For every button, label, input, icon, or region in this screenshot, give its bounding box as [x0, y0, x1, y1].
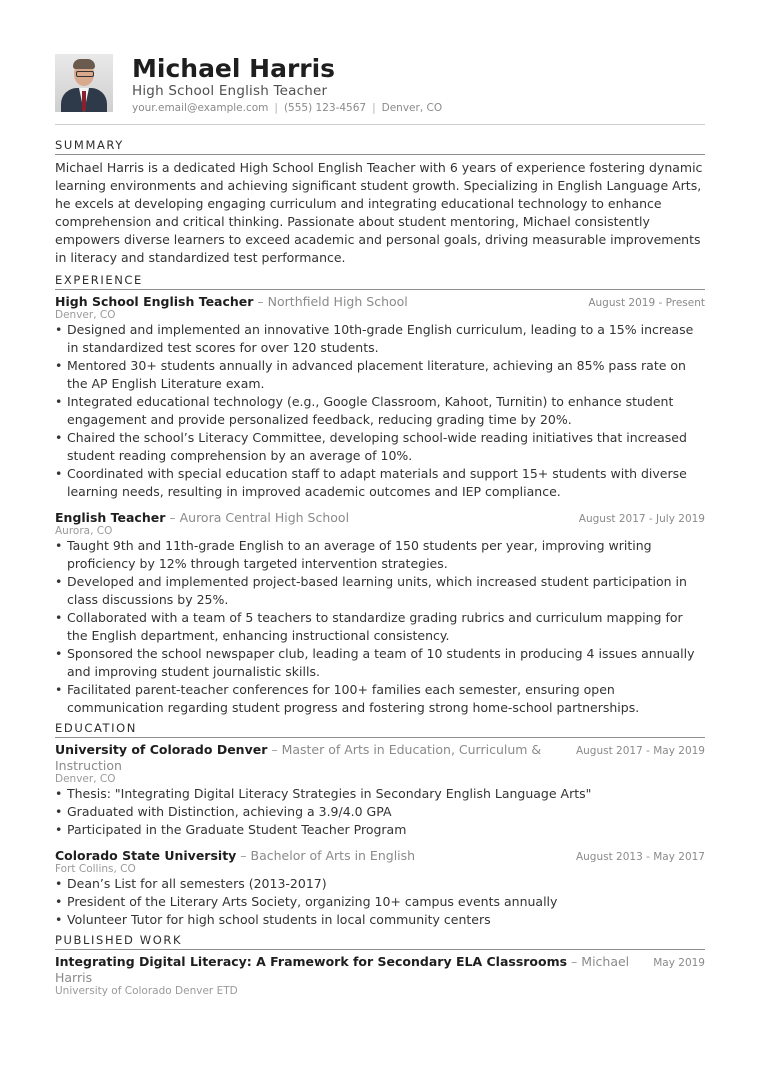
school-org: Master of Arts in Education, Curriculum & Instruction	[55, 742, 542, 773]
bullet-item: • President of the Literary Arts Society, organizing 10+ campus events annually	[55, 893, 705, 911]
school-title: Colorado State University	[55, 848, 237, 863]
job-location: Denver, CO	[55, 309, 116, 321]
candidate-role: High School English Teacher	[132, 83, 328, 99]
school-date: August 2013 - May 2017	[575, 851, 705, 863]
bullet-item: • Mentored 30+ students annually in advanced placement literature, achieving an 85% pass rate on the AP English Literature exam.	[55, 357, 705, 393]
contact-location: Denver, CO	[381, 102, 443, 114]
school-org: Bachelor of Arts in English	[250, 848, 416, 863]
school-location: Denver, CO	[55, 773, 116, 785]
experience-list	[55, 294, 705, 721]
bullet-item: • Graduated with Distinction, achieving a 3.9/4.0 GPA	[55, 803, 705, 821]
section-title-education: EDUCATION	[55, 721, 705, 738]
bullet-item: • Volunteer Tutor for high school students in local community centers	[55, 911, 705, 929]
job-entry	[55, 510, 705, 717]
entry-gap	[55, 501, 705, 507]
contact-separator: |	[372, 102, 376, 114]
job-title: High School English Teacher	[55, 294, 254, 309]
publication-location: University of Colorado Denver ETD	[55, 985, 238, 997]
school-entry-header	[55, 742, 705, 774]
job-bullets	[55, 321, 705, 501]
title-dash: –	[567, 954, 582, 969]
job-entry-header	[55, 510, 705, 526]
bullet-item: • Facilitated parent-teacher conferences for 100+ families each semester, ensuring open communication regarding student progress and fostering strong home-school partnerships.	[55, 681, 705, 717]
job-date: August 2017 - July 2019	[578, 513, 705, 525]
publication-title: Integrating Digital Literacy: A Framework for Secondary ELA Classrooms	[55, 954, 568, 969]
header-info	[132, 54, 442, 114]
job-title: English Teacher	[55, 510, 166, 525]
publication-org: Michael Harris	[55, 954, 630, 985]
job-org: Aurora Central High School	[179, 510, 350, 525]
title-dash: –	[267, 742, 282, 757]
job-org: Northfield High School	[267, 294, 408, 309]
section-title-summary: SUMMARY	[55, 138, 705, 155]
published-list	[55, 954, 705, 1001]
job-entry-header	[55, 294, 705, 310]
school-entry-header	[55, 848, 705, 864]
bullet-item: • Collaborated with a team of 5 teachers to standardize grading rubrics and curriculum mapping for the English department, enhancing instructional consistency.	[55, 609, 705, 645]
job-entry-heading	[55, 510, 349, 526]
contact-email[interactable]: your.email@example.com	[132, 102, 269, 114]
job-entry	[55, 294, 705, 501]
profile-photo	[55, 54, 113, 112]
bullet-item: • Dean’s List for all semesters (2013-2017)	[55, 875, 705, 893]
job-entry-heading	[55, 294, 408, 310]
school-entry	[55, 848, 705, 929]
section-gap	[55, 997, 705, 1001]
title-dash: –	[236, 848, 251, 863]
job-date: August 2019 - Present	[588, 297, 705, 309]
publication-entry	[55, 954, 705, 997]
school-entry	[55, 742, 705, 839]
bullet-item: • Sponsored the school newspaper club, leading a team of 10 students in producing 4 issues annually and improving student journalistic skills.	[55, 645, 705, 681]
school-location: Fort Collins, CO	[55, 863, 136, 875]
school-bullets	[55, 875, 705, 929]
entry-gap	[55, 839, 705, 845]
bullet-item: • Thesis: "Integrating Digital Literacy Strategies in Secondary English Language Arts"	[55, 785, 705, 803]
header-divider	[55, 124, 705, 125]
bullet-item: • Developed and implemented project-based learning units, which increased student participation in class discussions by 25%.	[55, 573, 705, 609]
bullet-item: • Chaired the school’s Literacy Committee, developing school-wide reading initiatives that increased student reading comprehension by an average of 10%.	[55, 429, 705, 465]
school-date: August 2017 - May 2019	[575, 745, 705, 757]
bullet-item: • Taught 9th and 11th-grade English to an average of 150 students per year, improving writing proficiency by 12% through targeted intervention strategies.	[55, 537, 705, 573]
publication-date: May 2019	[653, 957, 705, 969]
school-entry-heading	[55, 848, 415, 864]
resume-header	[55, 54, 442, 114]
school-entry-heading	[55, 742, 576, 774]
resume-content	[55, 138, 705, 1001]
candidate-name: Michael Harris	[132, 54, 336, 83]
contact-line	[132, 102, 442, 115]
summary-text: Michael Harris is a dedicated High School English Teacher with 6 years of experience fostering dynamic learning environments and achieving significant student growth. Specializing in English Language Arts, he excels at developing engaging curriculum and integrating educational technology to enhance comprehension and critical thinking. Passionate about student mentoring, Michael consistently empowers diverse learners to exceed academic and personal goals, driving measurable improvements in literacy and standardized test performance.	[55, 160, 703, 265]
title-dash: –	[165, 510, 180, 525]
section-title-experience: EXPERIENCE	[55, 273, 705, 290]
job-location: Aurora, CO	[55, 525, 113, 537]
education-list	[55, 742, 705, 933]
contact-phone[interactable]: (555) 123-4567	[283, 102, 367, 114]
school-title: University of Colorado Denver	[55, 742, 268, 757]
section-title-published: PUBLISHED WORK	[55, 933, 705, 950]
bullet-item: • Coordinated with special education staff to adapt materials and support 15+ students with diverse learning needs, resulting in improved academic outcomes and IEP compliance.	[55, 465, 705, 501]
bullet-item: • Integrated educational technology (e.g., Google Classroom, Kahoot, Turnitin) to enhance student engagement and provide personalized feedback, reducing grading time by 20%.	[55, 393, 705, 429]
school-bullets	[55, 785, 705, 839]
bullet-item: • Designed and implemented an innovative 10th-grade English curriculum, leading to a 15% increase in standardized test scores for over 120 students.	[55, 321, 705, 357]
publication-entry-header	[55, 954, 705, 986]
title-dash: –	[253, 294, 268, 309]
job-bullets	[55, 537, 705, 717]
contact-separator: |	[274, 102, 278, 114]
publication-entry-heading	[55, 954, 653, 986]
bullet-item: • Participated in the Graduate Student Teacher Program	[55, 821, 705, 839]
